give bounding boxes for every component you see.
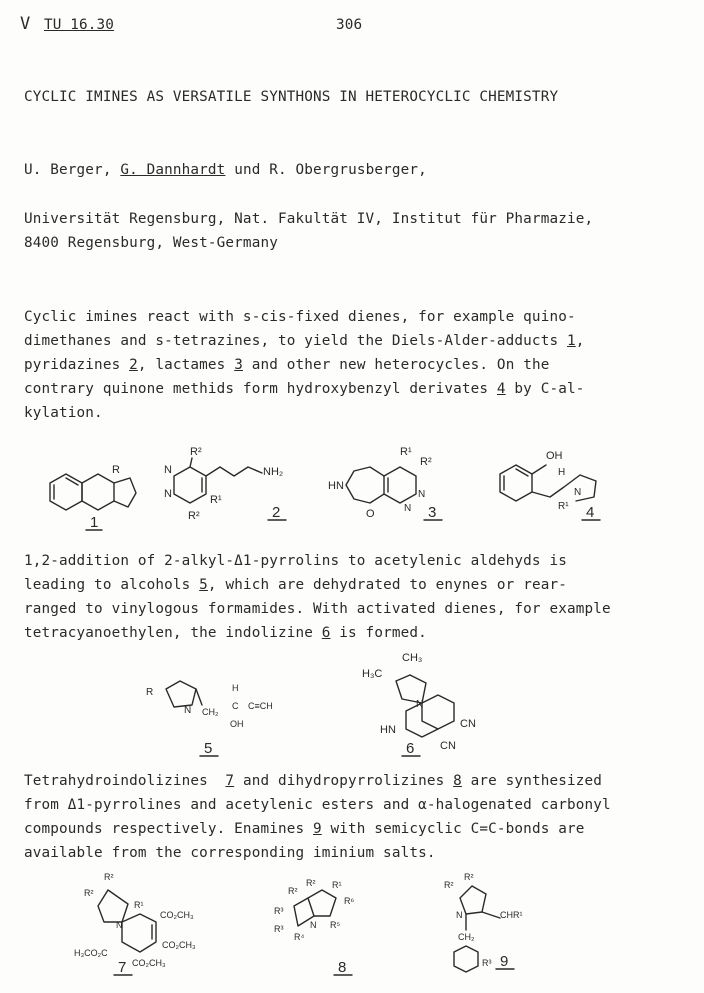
structure-1-number: 1 [90, 514, 99, 531]
svg-text:HN: HN [328, 480, 344, 492]
page-number: 306 [336, 17, 363, 33]
svg-text:OH: OH [230, 719, 244, 729]
svg-text:CH₃: CH₃ [402, 652, 423, 664]
svg-text:C≡CH: C≡CH [248, 701, 273, 711]
structure-1 [50, 464, 136, 531]
svg-text:N: N [574, 487, 582, 498]
p2-line-4: tetracyanoethylen, the indolizine 6 is formed. [24, 625, 427, 641]
author-connector: und [234, 162, 261, 178]
svg-text:C: C [232, 701, 239, 711]
svg-text:R²: R² [306, 878, 316, 888]
structures-row-3 [60, 868, 620, 986]
svg-text:CO₂CH₃: CO₂CH₃ [162, 940, 196, 950]
header-mark: V [20, 14, 31, 34]
structures-row-1 [40, 445, 680, 535]
svg-text:R²: R² [104, 872, 114, 882]
ref-7: 7 [225, 773, 235, 789]
ref-9: 9 [313, 821, 322, 837]
svg-text:R¹: R¹ [558, 501, 569, 512]
svg-text:R⁵: R⁵ [330, 920, 341, 930]
ref-3: 3 [234, 357, 243, 373]
svg-text:CH₂: CH₂ [202, 707, 219, 717]
p2-line-3: ranged to vinylogous formamides. With activated dienes, for example [24, 601, 611, 617]
structure-5 [146, 681, 273, 757]
ref-1: 1 [566, 333, 576, 349]
svg-text:H₃CO₂C: H₃CO₂C [74, 948, 108, 958]
svg-text:R²: R² [84, 888, 94, 898]
ref-2: 2 [129, 357, 138, 373]
structure-2-number: 2 [272, 504, 281, 521]
svg-text:CN: CN [460, 718, 476, 730]
author-dannhardt: G. Dannhardt [120, 162, 226, 178]
svg-text:R²: R² [188, 510, 200, 522]
svg-text:N: N [164, 488, 172, 500]
p1-line-2: dimethanes and s-tetrazines, to yield the Diels-Alder-adducts 1, [24, 333, 585, 349]
svg-text:R¹: R¹ [332, 880, 342, 890]
p2-line-2: leading to alcohols 5, which are dehydrated to enynes or rear- [24, 577, 567, 593]
structure-8 [274, 878, 354, 976]
ref-5: 5 [199, 577, 208, 593]
svg-text:H₃C: H₃C [362, 668, 383, 680]
p3-line-2: from Δ1-pyrrolines and acetylenic esters and α-halogenated carbonyl [24, 797, 611, 813]
svg-text:R¹: R¹ [134, 900, 144, 910]
structure-8-number: 8 [338, 959, 347, 976]
svg-text:R³: R³ [274, 906, 284, 916]
svg-text:R⁶: R⁶ [344, 896, 355, 906]
structure-5-number: 5 [204, 740, 213, 757]
svg-text:N: N [310, 920, 317, 930]
structure-4 [500, 450, 600, 521]
svg-text:OH: OH [546, 450, 563, 462]
svg-text:N: N [404, 503, 412, 514]
structure-3 [328, 446, 442, 521]
svg-text:R: R [112, 464, 120, 476]
svg-text:R²: R² [190, 446, 202, 458]
structure-4-number: 4 [586, 504, 595, 521]
structure-2 [164, 446, 286, 522]
svg-text:R³: R³ [274, 924, 284, 934]
ref-8: 8 [453, 773, 462, 789]
structure-7-number: 7 [118, 959, 127, 976]
p1-line-5: kylation. [24, 405, 103, 421]
svg-text:CHR¹: CHR¹ [500, 910, 523, 920]
svg-text:H: H [558, 467, 566, 478]
svg-text:CH₂: CH₂ [458, 932, 475, 942]
svg-text:N: N [116, 920, 123, 930]
svg-text:CN: CN [440, 740, 456, 752]
svg-text:N: N [456, 910, 463, 920]
ref-6: 6 [321, 625, 331, 641]
p2-line-1: 1,2-addition of 2-alkyl-Δ1-pyrrolins to acetylenic aldehyds is [24, 553, 567, 569]
p1-line-4: contrary quinone methids form hydroxybenzyl derivates 4 by C-al- [24, 381, 585, 397]
p3-line-3: compounds respectively. Enamines 9 with semicyclic C=C-bonds are [24, 821, 585, 837]
svg-text:N: N [418, 489, 426, 500]
session-code: TU 16.30 [44, 17, 115, 33]
svg-text:HN: HN [380, 724, 396, 736]
svg-text:R⁴: R⁴ [294, 932, 305, 942]
author-berger: U. Berger, [24, 162, 112, 178]
structure-6 [362, 652, 476, 757]
structures-row-2 [140, 645, 560, 760]
svg-text:NH₂: NH₂ [263, 466, 284, 478]
svg-text:CO₂CH₃: CO₂CH₃ [160, 910, 194, 920]
structure-3-number: 3 [428, 504, 437, 521]
structure-7 [74, 872, 196, 976]
ref-4: 4 [496, 381, 506, 397]
svg-text:N: N [416, 699, 424, 710]
svg-text:R²: R² [288, 886, 298, 896]
svg-text:N: N [184, 705, 192, 716]
paper-title: CYCLIC IMINES AS VERSATILE SYNTHONS IN HETEROCYCLIC CHEMISTRY [24, 89, 559, 105]
svg-text:R: R [146, 687, 154, 698]
structure-9 [444, 872, 523, 972]
p3-line-1: Tetrahydroindolizines 7 and dihydropyrrolizines 8 are synthesized [24, 773, 603, 789]
svg-text:R²: R² [464, 872, 474, 882]
p3-line-4: available from the corresponding iminium salts. [24, 845, 436, 861]
svg-text:R²: R² [444, 880, 454, 890]
p1-line-1: Cyclic imines react with s-cis-fixed dienes, for example quino- [24, 309, 576, 325]
svg-text:N: N [164, 464, 172, 476]
affiliation-line-1: Universität Regensburg, Nat. Fakultät IV, Institut für Pharmazie, [24, 211, 594, 227]
author-line [24, 162, 427, 178]
svg-text:CO₂CH₃: CO₂CH₃ [132, 958, 166, 968]
svg-text:R¹: R¹ [400, 446, 412, 458]
svg-text:R³: R³ [482, 958, 492, 968]
author-obergrusberger: R. Obergrusberger, [269, 162, 427, 178]
structure-6-number: 6 [406, 740, 415, 757]
svg-text:O: O [366, 508, 375, 520]
svg-text:H: H [232, 683, 239, 693]
affiliation-line-2: 8400 Regensburg, West-Germany [24, 235, 278, 251]
svg-text:R¹: R¹ [210, 494, 222, 506]
p1-line-3: pyridazines 2, lactames 3 and other new heterocycles. On the [24, 357, 550, 373]
svg-text:R²: R² [420, 456, 432, 468]
structure-9-number: 9 [500, 953, 509, 970]
